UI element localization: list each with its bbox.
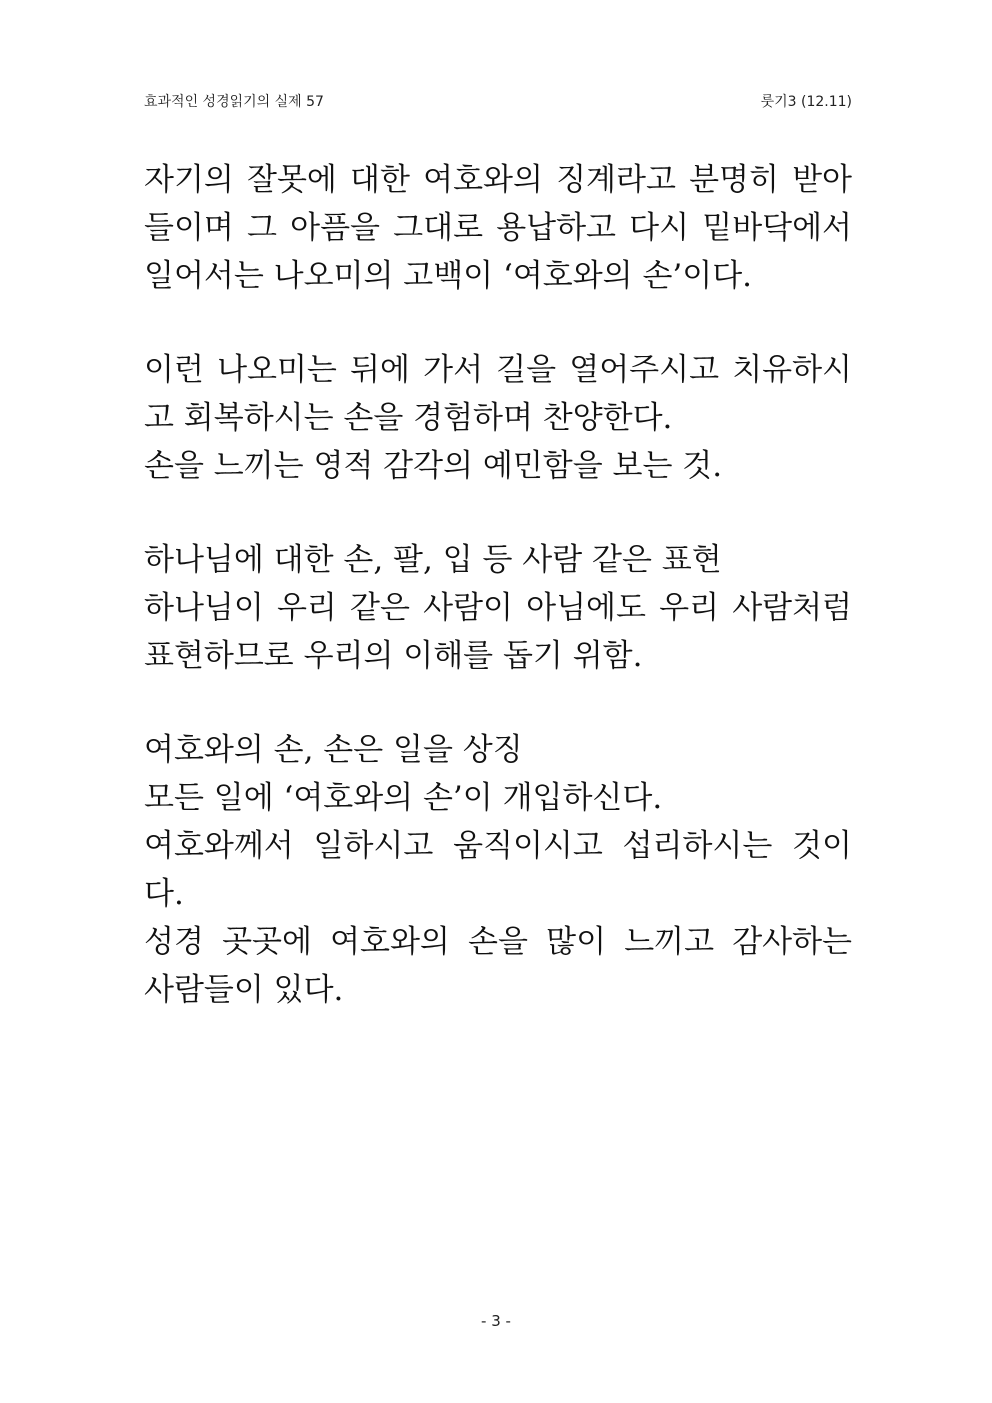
paragraph-4 [144,726,852,1014]
page-number: - 3 - [481,1312,511,1330]
paragraph-gap [144,680,852,726]
paragraph-gap [144,300,852,346]
text-line: 다. [144,876,184,912]
text-line: 여호와의 손, 손은 일을 상징 [144,732,523,768]
text-line: 성경 곳곳에 여호와의 손을 많이 느끼고 감사하는 [144,924,852,960]
header-chapter-date: 룻기3 (12.11) [760,94,852,110]
text-line: 손을 느끼는 영적 감각의 예민함을 보는 것. [144,448,723,484]
header-title: 효과적인 성경읽기의 실제 57 [144,94,324,110]
text-line: 고 회복하시는 손을 경험하며 찬양한다. [144,400,673,436]
page-header [144,91,852,113]
document-body [144,156,852,1014]
text-line: 하나님이 우리 같은 사람이 아님에도 우리 사람처럼 [144,590,852,626]
text-line: 들이며 그 아픔을 그대로 용납하고 다시 밑바닥에서 [144,210,852,246]
text-line: 모든 일에 ‘여호와의 손’이 개입하신다. [144,780,663,816]
paragraph-gap [144,490,852,536]
paragraph-1 [144,156,852,300]
text-line: 이런 나오미는 뒤에 가서 길을 열어주시고 치유하시 [144,352,852,388]
text-line: 사람들이 있다. [144,972,344,1008]
text-line: 자기의 잘못에 대한 여호와의 징계라고 분명히 받아 [144,162,852,198]
paragraph-3 [144,536,852,680]
text-line: 일어서는 나오미의 고백이 ‘여호와의 손’이다. [144,258,753,294]
text-line: 여호와께서 일하시고 움직이시고 섭리하시는 것이 [144,828,852,864]
text-line: 표현하므로 우리의 이해를 돕기 위함. [144,638,643,674]
text-line: 하나님에 대한 손, 팔, 입 등 사람 같은 표현 [144,542,722,578]
paragraph-2 [144,346,852,490]
